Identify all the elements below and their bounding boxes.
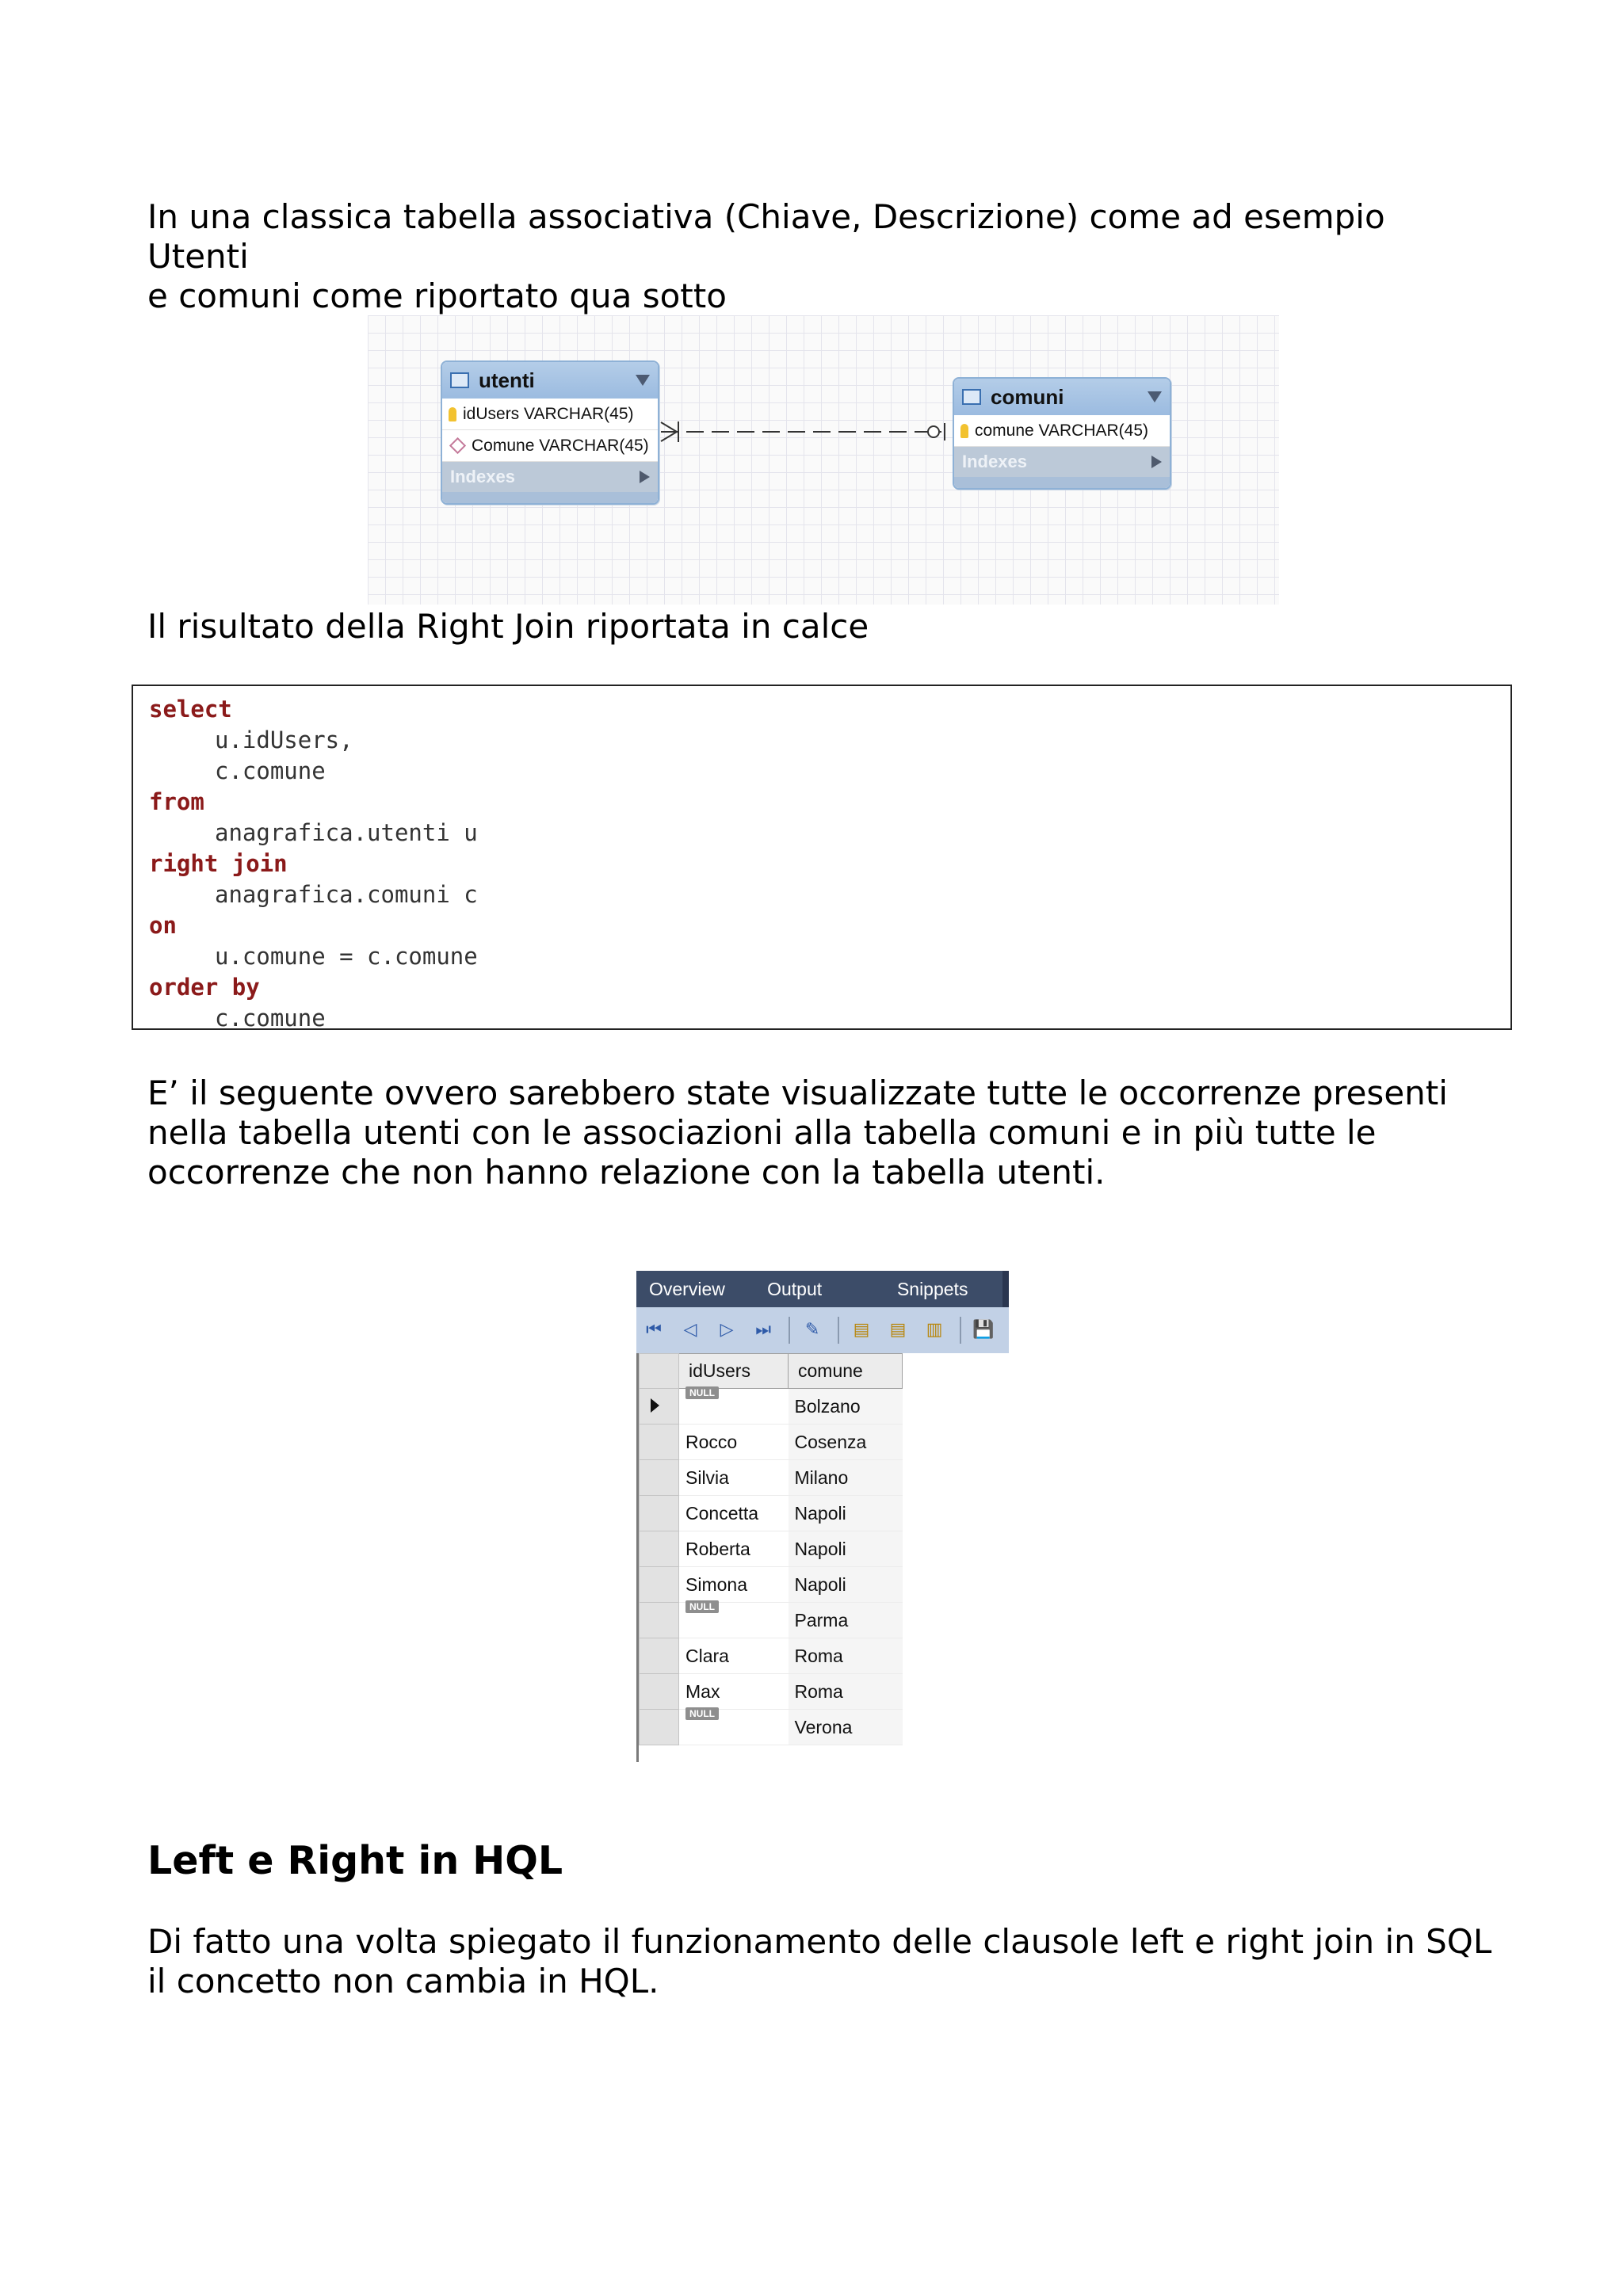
sql-code-line: c.comune <box>215 757 326 784</box>
entity-footer <box>954 477 1170 488</box>
null-badge: NULL <box>685 1386 719 1399</box>
tab-output[interactable]: Output <box>767 1278 823 1299</box>
table-row[interactable] <box>640 1425 903 1460</box>
tab-snippets[interactable]: Snippets <box>896 1278 968 1299</box>
cell-idUsers[interactable]: Clara <box>679 1638 789 1674</box>
entity-comuni-indexes <box>954 447 1170 477</box>
edit-record-icon[interactable]: ✎ <box>804 1320 820 1340</box>
sql-code-line: anagrafica.comuni c <box>215 881 478 908</box>
cell-comune[interactable]: Bolzano <box>789 1389 903 1425</box>
toolbar-separator <box>838 1317 839 1344</box>
sql-keyword-line: on <box>149 912 177 939</box>
row-selector[interactable] <box>640 1710 679 1745</box>
entity-comuni-header <box>954 379 1170 415</box>
column-label: comune VARCHAR(45) <box>975 421 1149 440</box>
cell-idUsers[interactable] <box>679 1386 789 1425</box>
column-label: Comune VARCHAR(45) <box>472 436 649 455</box>
current-row-icon <box>651 1398 659 1413</box>
cell-idUsers[interactable]: Silvia <box>679 1460 789 1496</box>
row-selector-header[interactable] <box>640 1354 679 1389</box>
cell-idUsers[interactable] <box>679 1600 789 1638</box>
row-selector[interactable] <box>640 1496 679 1531</box>
cell-comune[interactable]: Napoli <box>789 1531 903 1567</box>
section2-line-1: Di fatto una volta spiegato il funzionamento delle clausole left e right join in SQL <box>147 1922 1492 1961</box>
cell-comune[interactable]: Parma <box>789 1603 903 1638</box>
sql-code-line: u.comune = c.comune <box>215 943 478 970</box>
result-intro: Il risultato della Right Join riportata in calce <box>147 607 869 646</box>
export-icon[interactable]: 💾 <box>972 1320 995 1340</box>
row-selector[interactable] <box>640 1674 679 1710</box>
cell-comune[interactable]: Roma <box>789 1638 903 1674</box>
explanation-paragraph <box>147 1074 1495 1192</box>
next-record-icon[interactable]: ▷ <box>720 1320 734 1340</box>
table-row[interactable] <box>640 1638 903 1674</box>
result-rows <box>640 1386 903 1745</box>
null-badge: NULL <box>685 1600 719 1613</box>
expand-arrow-icon <box>1151 456 1162 468</box>
intro-line-1: In una classica tabella associativa (Chiave, Descrizione) come ad esempio Utenti <box>147 197 1385 276</box>
row-selector[interactable] <box>640 1425 679 1460</box>
sql-code-line: c.comune <box>215 1005 326 1032</box>
tab-overview[interactable]: Overview <box>649 1278 725 1299</box>
result-tabs <box>636 1271 1009 1307</box>
sql-keyword-line: right join <box>149 850 288 877</box>
column-label: idUsers VARCHAR(45) <box>463 404 634 423</box>
section-heading: Left e Right in HQL <box>147 1838 563 1883</box>
entity-comuni <box>953 377 1171 490</box>
table-row[interactable] <box>640 1531 903 1567</box>
sql-keyword-line: select <box>149 696 232 723</box>
cell-comune[interactable]: Napoli <box>789 1496 903 1531</box>
section2-paragraph <box>147 1922 1495 2001</box>
sort-desc-icon[interactable]: ▤ <box>889 1320 907 1340</box>
table-row[interactable] <box>640 1567 903 1603</box>
sql-keyword-line: order by <box>149 974 260 1001</box>
table-row[interactable] <box>640 1389 903 1425</box>
sort-asc-icon[interactable]: ▤ <box>853 1320 870 1340</box>
cell-idUsers[interactable]: Concetta <box>679 1496 789 1531</box>
table-icon <box>962 389 981 405</box>
table-row[interactable] <box>640 1710 903 1745</box>
sql-code-line: u.idUsers, <box>215 727 353 753</box>
section2-line-2: il concetto non cambia in HQL. <box>147 1962 659 2000</box>
row-selector[interactable] <box>640 1389 679 1425</box>
cell-idUsers[interactable]: Roberta <box>679 1531 789 1567</box>
sql-code-block <box>132 685 1512 1030</box>
result-table <box>639 1353 903 1745</box>
toolbar-separator <box>789 1317 790 1344</box>
indexes-label: Indexes <box>450 467 515 486</box>
cell-idUsers[interactable] <box>679 1707 789 1745</box>
explanation-line-2: nella tabella utenti con le associazioni alla tabella comuni e in più tutte le <box>147 1113 1377 1152</box>
row-selector[interactable] <box>640 1603 679 1638</box>
cell-comune[interactable]: Roma <box>789 1674 903 1710</box>
result-toolbar <box>636 1307 1009 1353</box>
intro-line-2: e comuni come riportato qua sotto <box>147 277 727 315</box>
prev-record-icon[interactable]: ◁ <box>683 1320 697 1340</box>
cell-idUsers[interactable]: Simona <box>679 1567 789 1603</box>
cell-comune[interactable]: Verona <box>789 1710 903 1745</box>
entity-utenti-name: utenti <box>479 368 535 392</box>
table-row[interactable] <box>640 1460 903 1496</box>
row-selector[interactable] <box>640 1460 679 1496</box>
key-icon <box>960 424 968 438</box>
result-grid-panel <box>636 1271 1009 1762</box>
sql-keyword-line: from <box>149 788 204 815</box>
column-header-comune[interactable]: comune <box>789 1354 903 1389</box>
toolbar-separator <box>960 1317 961 1344</box>
row-selector[interactable] <box>640 1638 679 1674</box>
table-row[interactable] <box>640 1496 903 1531</box>
er-diagram <box>368 315 1279 605</box>
column-header-idUsers[interactable]: idUsers <box>679 1354 789 1389</box>
explanation-line-1: E’ il seguente ovvero sarebbero state visualizzate tutte le occorrenze presenti <box>147 1074 1448 1112</box>
cell-idUsers[interactable]: Max <box>679 1674 789 1710</box>
columns-icon[interactable]: ▥ <box>926 1320 943 1340</box>
entity-comuni-column <box>954 415 1170 447</box>
table-row[interactable] <box>640 1674 903 1710</box>
sql-code-line: anagrafica.utenti u <box>215 819 478 846</box>
null-badge: NULL <box>685 1707 719 1720</box>
cell-comune[interactable]: Milano <box>789 1460 903 1496</box>
collapse-arrow-icon <box>1148 391 1162 402</box>
result-grid-body <box>636 1353 1009 1762</box>
cell-comune[interactable]: Cosenza <box>789 1425 903 1460</box>
row-selector[interactable] <box>640 1531 679 1567</box>
intro-paragraph <box>147 197 1495 316</box>
last-record-icon[interactable]: ⏭ <box>755 1320 772 1340</box>
first-record-icon[interactable]: ⏮ <box>646 1320 662 1340</box>
entity-comuni-name: comuni <box>991 384 1064 409</box>
cell-idUsers[interactable]: Rocco <box>679 1425 789 1460</box>
indexes-label: Indexes <box>962 452 1027 471</box>
explanation-line-3: occorrenze che non hanno relazione con la tabella utenti. <box>147 1153 1106 1192</box>
row-selector[interactable] <box>640 1567 679 1603</box>
table-row[interactable] <box>640 1603 903 1638</box>
cell-comune[interactable]: Napoli <box>789 1567 903 1603</box>
